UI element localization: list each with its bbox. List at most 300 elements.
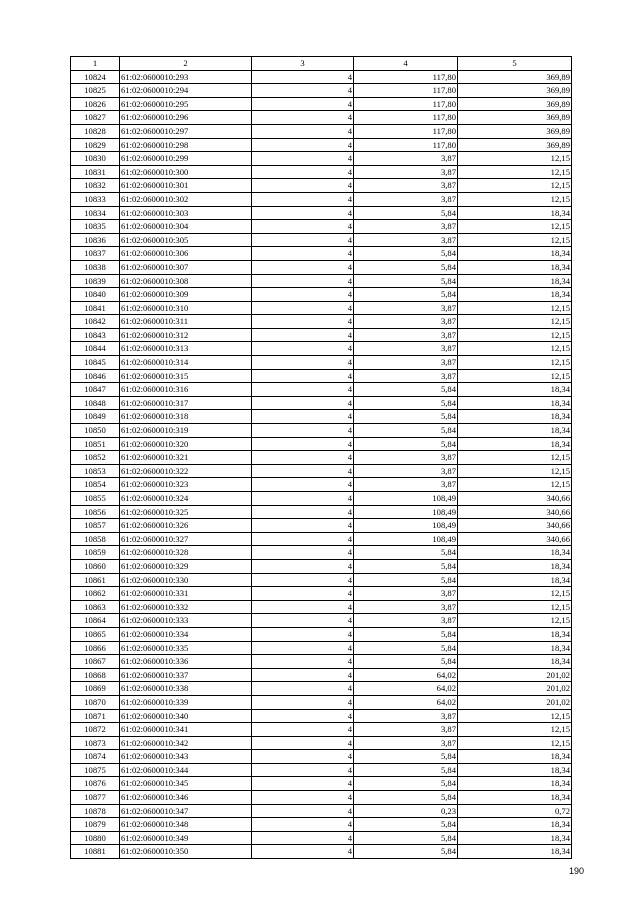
col5-value-cell: 12,15 bbox=[458, 723, 572, 737]
col3-cell: 4 bbox=[252, 546, 354, 560]
col4-value-cell: 5,84 bbox=[354, 288, 458, 302]
col3-cell: 4 bbox=[252, 342, 354, 356]
col4-value-cell: 3,87 bbox=[354, 614, 458, 628]
col4-value-cell: 64,02 bbox=[354, 668, 458, 682]
col3-cell: 4 bbox=[252, 600, 354, 614]
cadastral-number-cell: 61:02:0600010:312 bbox=[120, 328, 252, 342]
cadastral-number-cell: 61:02:0600010:346 bbox=[120, 791, 252, 805]
cadastral-number-cell: 61:02:0600010:339 bbox=[120, 695, 252, 709]
col5-value-cell: 12,15 bbox=[458, 165, 572, 179]
cadastral-number-cell: 61:02:0600010:313 bbox=[120, 342, 252, 356]
cadastral-number-cell: 61:02:0600010:309 bbox=[120, 288, 252, 302]
cadastral-number-cell: 61:02:0600010:317 bbox=[120, 396, 252, 410]
cadastral-number-cell: 61:02:0600010:331 bbox=[120, 587, 252, 601]
col3-cell: 4 bbox=[252, 328, 354, 342]
row-index-cell: 10853 bbox=[71, 464, 120, 478]
col4-value-cell: 5,84 bbox=[354, 750, 458, 764]
col3-cell: 4 bbox=[252, 723, 354, 737]
row-index-cell: 10870 bbox=[71, 695, 120, 709]
col4-value-cell: 5,84 bbox=[354, 641, 458, 655]
row-index-cell: 10832 bbox=[71, 179, 120, 193]
cadastral-number-cell: 61:02:0600010:308 bbox=[120, 274, 252, 288]
cadastral-number-cell: 61:02:0600010:296 bbox=[120, 111, 252, 125]
col5-value-cell: 18,34 bbox=[458, 274, 572, 288]
table-row bbox=[71, 777, 572, 791]
table-row bbox=[71, 124, 572, 138]
col5-value-cell: 12,15 bbox=[458, 342, 572, 356]
col3-cell: 4 bbox=[252, 559, 354, 573]
table-row bbox=[71, 369, 572, 383]
cadastral-number-cell: 61:02:0600010:322 bbox=[120, 464, 252, 478]
cadastral-number-cell: 61:02:0600010:340 bbox=[120, 709, 252, 723]
table-row bbox=[71, 763, 572, 777]
cadastral-number-cell: 61:02:0600010:321 bbox=[120, 451, 252, 465]
cadastral-number-cell: 61:02:0600010:298 bbox=[120, 138, 252, 152]
cadastral-number-cell: 61:02:0600010:334 bbox=[120, 627, 252, 641]
row-index-cell: 10838 bbox=[71, 260, 120, 274]
col3-cell: 4 bbox=[252, 750, 354, 764]
table-row bbox=[71, 600, 572, 614]
col5-value-cell: 201,02 bbox=[458, 695, 572, 709]
row-index-cell: 10830 bbox=[71, 152, 120, 166]
cadastral-number-cell: 61:02:0600010:333 bbox=[120, 614, 252, 628]
cadastral-number-cell: 61:02:0600010:319 bbox=[120, 424, 252, 438]
col3-cell: 4 bbox=[252, 97, 354, 111]
col5-value-cell: 340,66 bbox=[458, 532, 572, 546]
table-row bbox=[71, 723, 572, 737]
column-header-2: 2 bbox=[120, 57, 252, 71]
col3-cell: 4 bbox=[252, 165, 354, 179]
cadastral-number-cell: 61:02:0600010:294 bbox=[120, 84, 252, 98]
col5-value-cell: 18,34 bbox=[458, 791, 572, 805]
col4-value-cell: 3,87 bbox=[354, 709, 458, 723]
table-row bbox=[71, 682, 572, 696]
table-row bbox=[71, 152, 572, 166]
col4-value-cell: 3,87 bbox=[354, 342, 458, 356]
col5-value-cell: 18,34 bbox=[458, 383, 572, 397]
table-header-row bbox=[71, 57, 572, 71]
col5-value-cell: 12,15 bbox=[458, 736, 572, 750]
col3-cell: 4 bbox=[252, 736, 354, 750]
table-row bbox=[71, 627, 572, 641]
col5-value-cell: 12,15 bbox=[458, 179, 572, 193]
col5-value-cell: 12,15 bbox=[458, 356, 572, 370]
col4-value-cell: 5,84 bbox=[354, 274, 458, 288]
table-row bbox=[71, 655, 572, 669]
cadastral-number-cell: 61:02:0600010:314 bbox=[120, 356, 252, 370]
col5-value-cell: 18,34 bbox=[458, 831, 572, 845]
col3-cell: 4 bbox=[252, 777, 354, 791]
col3-cell: 4 bbox=[252, 573, 354, 587]
row-index-cell: 10867 bbox=[71, 655, 120, 669]
col4-value-cell: 3,87 bbox=[354, 587, 458, 601]
table-row bbox=[71, 206, 572, 220]
col5-value-cell: 369,89 bbox=[458, 70, 572, 84]
col5-value-cell: 369,89 bbox=[458, 84, 572, 98]
table-row bbox=[71, 845, 572, 859]
cadastral-number-cell: 61:02:0600010:301 bbox=[120, 179, 252, 193]
col3-cell: 4 bbox=[252, 682, 354, 696]
col5-value-cell: 18,34 bbox=[458, 396, 572, 410]
col5-value-cell: 18,34 bbox=[458, 573, 572, 587]
row-index-cell: 10836 bbox=[71, 233, 120, 247]
col3-cell: 4 bbox=[252, 260, 354, 274]
col4-value-cell: 3,87 bbox=[354, 233, 458, 247]
col5-value-cell: 12,15 bbox=[458, 614, 572, 628]
col5-value-cell: 18,34 bbox=[458, 546, 572, 560]
table-row bbox=[71, 179, 572, 193]
col5-value-cell: 18,34 bbox=[458, 763, 572, 777]
row-index-cell: 10855 bbox=[71, 492, 120, 506]
col4-value-cell: 5,84 bbox=[354, 777, 458, 791]
col4-value-cell: 117,80 bbox=[354, 84, 458, 98]
row-index-cell: 10868 bbox=[71, 668, 120, 682]
cadastral-number-cell: 61:02:0600010:293 bbox=[120, 70, 252, 84]
col3-cell: 4 bbox=[252, 356, 354, 370]
col4-value-cell: 3,87 bbox=[354, 328, 458, 342]
col4-value-cell: 5,84 bbox=[354, 383, 458, 397]
row-index-cell: 10841 bbox=[71, 301, 120, 315]
row-index-cell: 10824 bbox=[71, 70, 120, 84]
row-index-cell: 10831 bbox=[71, 165, 120, 179]
row-index-cell: 10857 bbox=[71, 519, 120, 533]
col4-value-cell: 3,87 bbox=[354, 165, 458, 179]
row-index-cell: 10833 bbox=[71, 192, 120, 206]
col5-value-cell: 12,15 bbox=[458, 220, 572, 234]
col4-value-cell: 5,84 bbox=[354, 763, 458, 777]
table-row bbox=[71, 587, 572, 601]
col4-value-cell: 3,87 bbox=[354, 220, 458, 234]
col4-value-cell: 5,84 bbox=[354, 396, 458, 410]
col3-cell: 4 bbox=[252, 587, 354, 601]
cadastral-number-cell: 61:02:0600010:324 bbox=[120, 492, 252, 506]
cadastral-number-cell: 61:02:0600010:318 bbox=[120, 410, 252, 424]
cadastral-number-cell: 61:02:0600010:310 bbox=[120, 301, 252, 315]
col3-cell: 4 bbox=[252, 410, 354, 424]
col4-value-cell: 3,87 bbox=[354, 600, 458, 614]
col5-value-cell: 12,15 bbox=[458, 233, 572, 247]
cadastral-number-cell: 61:02:0600010:320 bbox=[120, 437, 252, 451]
col5-value-cell: 18,34 bbox=[458, 655, 572, 669]
col4-value-cell: 5,84 bbox=[354, 559, 458, 573]
table-row bbox=[71, 288, 572, 302]
cadastral-number-cell: 61:02:0600010:315 bbox=[120, 369, 252, 383]
table-row bbox=[71, 356, 572, 370]
col3-cell: 4 bbox=[252, 124, 354, 138]
col5-value-cell: 12,15 bbox=[458, 451, 572, 465]
row-index-cell: 10849 bbox=[71, 410, 120, 424]
col4-value-cell: 64,02 bbox=[354, 695, 458, 709]
row-index-cell: 10869 bbox=[71, 682, 120, 696]
col5-value-cell: 18,34 bbox=[458, 818, 572, 832]
cadastral-number-cell: 61:02:0600010:330 bbox=[120, 573, 252, 587]
row-index-cell: 10880 bbox=[71, 831, 120, 845]
col5-value-cell: 12,15 bbox=[458, 587, 572, 601]
table-row bbox=[71, 220, 572, 234]
col3-cell: 4 bbox=[252, 627, 354, 641]
table-row bbox=[71, 97, 572, 111]
table-row bbox=[71, 260, 572, 274]
cadastral-number-cell: 61:02:0600010:342 bbox=[120, 736, 252, 750]
col5-value-cell: 369,89 bbox=[458, 138, 572, 152]
col3-cell: 4 bbox=[252, 383, 354, 397]
row-index-cell: 10865 bbox=[71, 627, 120, 641]
table-row bbox=[71, 546, 572, 560]
row-index-cell: 10829 bbox=[71, 138, 120, 152]
col4-value-cell: 108,49 bbox=[354, 492, 458, 506]
col5-value-cell: 18,34 bbox=[458, 845, 572, 859]
row-index-cell: 10879 bbox=[71, 818, 120, 832]
col4-value-cell: 117,80 bbox=[354, 111, 458, 125]
col3-cell: 4 bbox=[252, 396, 354, 410]
col5-value-cell: 369,89 bbox=[458, 124, 572, 138]
row-index-cell: 10840 bbox=[71, 288, 120, 302]
cadastral-number-cell: 61:02:0600010:307 bbox=[120, 260, 252, 274]
cadastral-number-cell: 61:02:0600010:325 bbox=[120, 505, 252, 519]
cadastral-number-cell: 61:02:0600010:303 bbox=[120, 206, 252, 220]
table-row bbox=[71, 451, 572, 465]
cadastral-number-cell: 61:02:0600010:329 bbox=[120, 559, 252, 573]
row-index-cell: 10877 bbox=[71, 791, 120, 805]
col4-value-cell: 3,87 bbox=[354, 179, 458, 193]
col3-cell: 4 bbox=[252, 152, 354, 166]
col3-cell: 4 bbox=[252, 519, 354, 533]
row-index-cell: 10854 bbox=[71, 478, 120, 492]
col5-value-cell: 12,15 bbox=[458, 192, 572, 206]
row-index-cell: 10864 bbox=[71, 614, 120, 628]
row-index-cell: 10851 bbox=[71, 437, 120, 451]
col3-cell: 4 bbox=[252, 831, 354, 845]
col3-cell: 4 bbox=[252, 804, 354, 818]
table-row bbox=[71, 437, 572, 451]
col3-cell: 4 bbox=[252, 763, 354, 777]
col3-cell: 4 bbox=[252, 70, 354, 84]
table-row bbox=[71, 424, 572, 438]
col3-cell: 4 bbox=[252, 695, 354, 709]
cadastral-number-cell: 61:02:0600010:300 bbox=[120, 165, 252, 179]
col5-value-cell: 12,15 bbox=[458, 709, 572, 723]
cadastral-number-cell: 61:02:0600010:328 bbox=[120, 546, 252, 560]
table-row bbox=[71, 668, 572, 682]
row-index-cell: 10878 bbox=[71, 804, 120, 818]
column-header-3: 3 bbox=[252, 57, 354, 71]
cadastral-number-cell: 61:02:0600010:341 bbox=[120, 723, 252, 737]
col5-value-cell: 340,66 bbox=[458, 505, 572, 519]
col5-value-cell: 18,34 bbox=[458, 247, 572, 261]
cadastral-number-cell: 61:02:0600010:338 bbox=[120, 682, 252, 696]
row-index-cell: 10846 bbox=[71, 369, 120, 383]
col4-value-cell: 3,87 bbox=[354, 192, 458, 206]
col3-cell: 4 bbox=[252, 641, 354, 655]
column-header-1: 1 bbox=[71, 57, 120, 71]
cadastral-number-cell: 61:02:0600010:332 bbox=[120, 600, 252, 614]
col4-value-cell: 5,84 bbox=[354, 260, 458, 274]
table-row bbox=[71, 111, 572, 125]
table-row bbox=[71, 478, 572, 492]
col4-value-cell: 0,23 bbox=[354, 804, 458, 818]
table-row bbox=[71, 84, 572, 98]
table-row bbox=[71, 247, 572, 261]
row-index-cell: 10826 bbox=[71, 97, 120, 111]
col4-value-cell: 5,84 bbox=[354, 831, 458, 845]
col5-value-cell: 340,66 bbox=[458, 519, 572, 533]
col4-value-cell: 5,84 bbox=[354, 627, 458, 641]
row-index-cell: 10863 bbox=[71, 600, 120, 614]
row-index-cell: 10825 bbox=[71, 84, 120, 98]
col5-value-cell: 18,34 bbox=[458, 750, 572, 764]
cadastral-number-cell: 61:02:0600010:344 bbox=[120, 763, 252, 777]
col5-value-cell: 18,34 bbox=[458, 206, 572, 220]
row-index-cell: 10875 bbox=[71, 763, 120, 777]
row-index-cell: 10862 bbox=[71, 587, 120, 601]
col4-value-cell: 117,80 bbox=[354, 124, 458, 138]
table-row bbox=[71, 70, 572, 84]
col5-value-cell: 18,34 bbox=[458, 777, 572, 791]
cadastral-number-cell: 61:02:0600010:347 bbox=[120, 804, 252, 818]
row-index-cell: 10842 bbox=[71, 315, 120, 329]
table-row bbox=[71, 492, 572, 506]
row-index-cell: 10839 bbox=[71, 274, 120, 288]
col4-value-cell: 5,84 bbox=[354, 424, 458, 438]
page-number: 190 bbox=[568, 866, 584, 876]
cadastral-number-cell: 61:02:0600010:297 bbox=[120, 124, 252, 138]
col4-value-cell: 3,87 bbox=[354, 736, 458, 750]
table-row bbox=[71, 301, 572, 315]
row-index-cell: 10858 bbox=[71, 532, 120, 546]
col3-cell: 4 bbox=[252, 464, 354, 478]
col5-value-cell: 201,02 bbox=[458, 668, 572, 682]
col4-value-cell: 5,84 bbox=[354, 437, 458, 451]
col3-cell: 4 bbox=[252, 532, 354, 546]
col3-cell: 4 bbox=[252, 709, 354, 723]
col3-cell: 4 bbox=[252, 111, 354, 125]
table-row bbox=[71, 519, 572, 533]
col3-cell: 4 bbox=[252, 505, 354, 519]
table-row bbox=[71, 641, 572, 655]
row-index-cell: 10827 bbox=[71, 111, 120, 125]
table-row bbox=[71, 804, 572, 818]
col3-cell: 4 bbox=[252, 192, 354, 206]
col4-value-cell: 5,84 bbox=[354, 791, 458, 805]
row-index-cell: 10866 bbox=[71, 641, 120, 655]
cadastral-number-cell: 61:02:0600010:295 bbox=[120, 97, 252, 111]
col5-value-cell: 369,89 bbox=[458, 97, 572, 111]
col3-cell: 4 bbox=[252, 288, 354, 302]
col3-cell: 4 bbox=[252, 274, 354, 288]
column-header-5: 5 bbox=[458, 57, 572, 71]
table-row bbox=[71, 138, 572, 152]
row-index-cell: 10852 bbox=[71, 451, 120, 465]
table-row bbox=[71, 709, 572, 723]
row-index-cell: 10873 bbox=[71, 736, 120, 750]
col4-value-cell: 5,84 bbox=[354, 206, 458, 220]
col5-value-cell: 340,66 bbox=[458, 492, 572, 506]
table-row bbox=[71, 274, 572, 288]
col5-value-cell: 12,15 bbox=[458, 600, 572, 614]
col5-value-cell: 12,15 bbox=[458, 369, 572, 383]
col4-value-cell: 3,87 bbox=[354, 723, 458, 737]
col4-value-cell: 5,84 bbox=[354, 410, 458, 424]
col5-value-cell: 12,15 bbox=[458, 328, 572, 342]
cadastral-number-cell: 61:02:0600010:336 bbox=[120, 655, 252, 669]
row-index-cell: 10856 bbox=[71, 505, 120, 519]
cadastral-number-cell: 61:02:0600010:323 bbox=[120, 478, 252, 492]
col3-cell: 4 bbox=[252, 845, 354, 859]
col5-value-cell: 201,02 bbox=[458, 682, 572, 696]
row-index-cell: 10848 bbox=[71, 396, 120, 410]
col4-value-cell: 108,49 bbox=[354, 532, 458, 546]
col3-cell: 4 bbox=[252, 138, 354, 152]
row-index-cell: 10859 bbox=[71, 546, 120, 560]
col5-value-cell: 0,72 bbox=[458, 804, 572, 818]
col5-value-cell: 18,34 bbox=[458, 559, 572, 573]
col5-value-cell: 18,34 bbox=[458, 288, 572, 302]
col5-value-cell: 12,15 bbox=[458, 152, 572, 166]
col4-value-cell: 3,87 bbox=[354, 301, 458, 315]
col3-cell: 4 bbox=[252, 233, 354, 247]
table-row bbox=[71, 165, 572, 179]
col5-value-cell: 369,89 bbox=[458, 111, 572, 125]
col3-cell: 4 bbox=[252, 451, 354, 465]
row-index-cell: 10845 bbox=[71, 356, 120, 370]
col3-cell: 4 bbox=[252, 668, 354, 682]
table-row bbox=[71, 791, 572, 805]
table-row bbox=[71, 396, 572, 410]
row-index-cell: 10834 bbox=[71, 206, 120, 220]
table-row bbox=[71, 342, 572, 356]
cadastral-table bbox=[70, 56, 572, 859]
col4-value-cell: 5,84 bbox=[354, 546, 458, 560]
col3-cell: 4 bbox=[252, 655, 354, 669]
table-row bbox=[71, 750, 572, 764]
row-index-cell: 10872 bbox=[71, 723, 120, 737]
cadastral-number-cell: 61:02:0600010:311 bbox=[120, 315, 252, 329]
col5-value-cell: 12,15 bbox=[458, 301, 572, 315]
col4-value-cell: 5,84 bbox=[354, 247, 458, 261]
row-index-cell: 10871 bbox=[71, 709, 120, 723]
col5-value-cell: 12,15 bbox=[458, 464, 572, 478]
table-row bbox=[71, 831, 572, 845]
row-index-cell: 10843 bbox=[71, 328, 120, 342]
row-index-cell: 10881 bbox=[71, 845, 120, 859]
col3-cell: 4 bbox=[252, 478, 354, 492]
table-row bbox=[71, 736, 572, 750]
col4-value-cell: 5,84 bbox=[354, 573, 458, 587]
cadastral-number-cell: 61:02:0600010:350 bbox=[120, 845, 252, 859]
col4-value-cell: 117,80 bbox=[354, 97, 458, 111]
row-index-cell: 10876 bbox=[71, 777, 120, 791]
table-row bbox=[71, 328, 572, 342]
col5-value-cell: 18,34 bbox=[458, 437, 572, 451]
col4-value-cell: 5,84 bbox=[354, 655, 458, 669]
col5-value-cell: 18,34 bbox=[458, 260, 572, 274]
col3-cell: 4 bbox=[252, 220, 354, 234]
table-row bbox=[71, 695, 572, 709]
col4-value-cell: 3,87 bbox=[354, 152, 458, 166]
table-row bbox=[71, 464, 572, 478]
col3-cell: 4 bbox=[252, 437, 354, 451]
col3-cell: 4 bbox=[252, 179, 354, 193]
row-index-cell: 10861 bbox=[71, 573, 120, 587]
table-body bbox=[71, 70, 572, 858]
col4-value-cell: 108,49 bbox=[354, 505, 458, 519]
col4-value-cell: 3,87 bbox=[354, 451, 458, 465]
col5-value-cell: 18,34 bbox=[458, 424, 572, 438]
cadastral-number-cell: 61:02:0600010:305 bbox=[120, 233, 252, 247]
col4-value-cell: 3,87 bbox=[354, 464, 458, 478]
col5-value-cell: 18,34 bbox=[458, 410, 572, 424]
col5-value-cell: 18,34 bbox=[458, 641, 572, 655]
